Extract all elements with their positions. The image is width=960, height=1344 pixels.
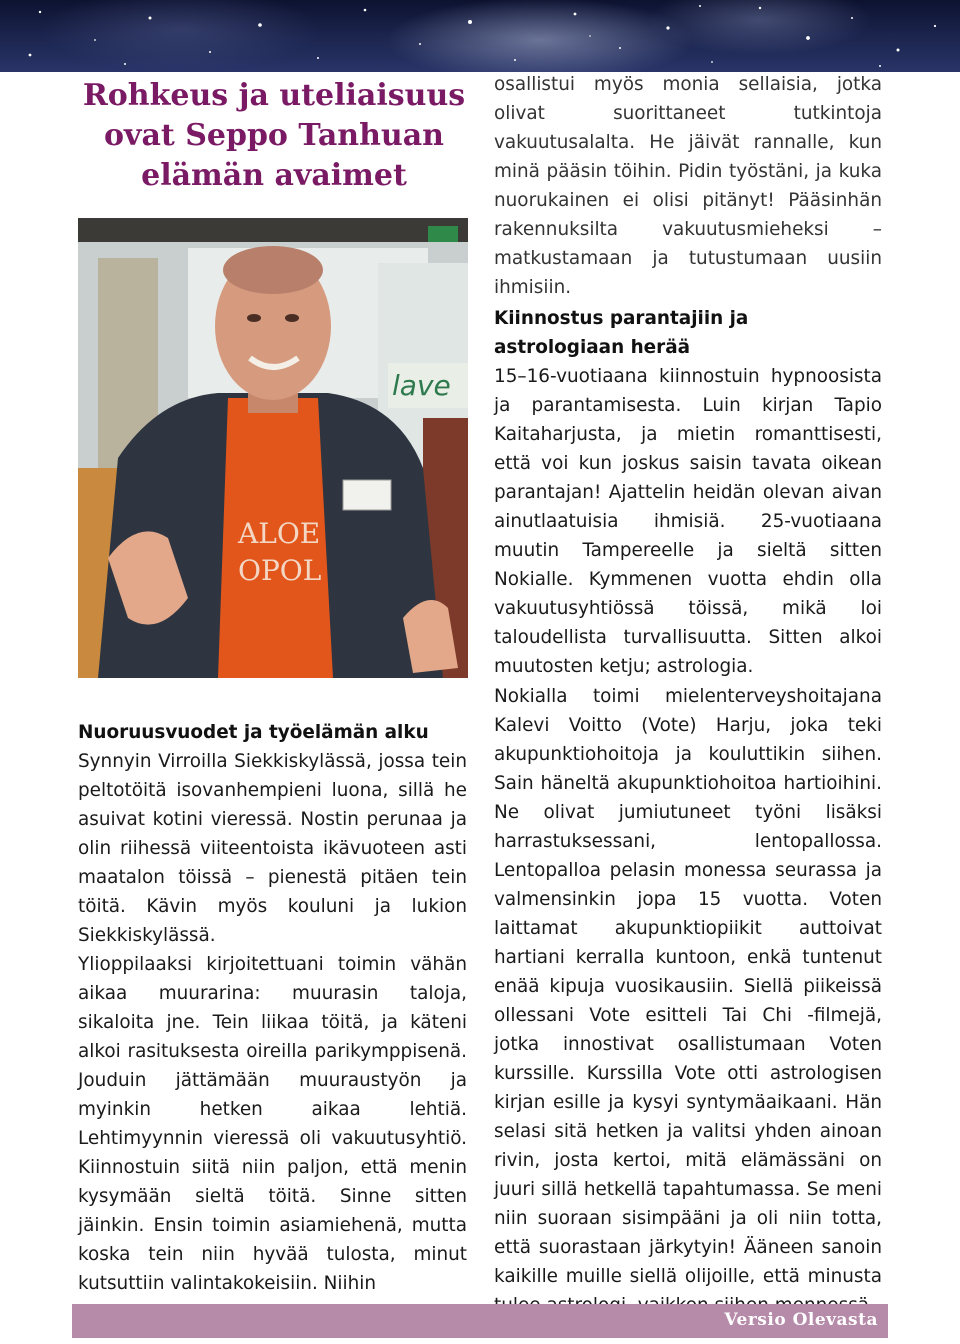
section-youth-column (78, 718, 467, 1298)
footer-label: Versio Olevasta (724, 1310, 878, 1330)
shirt-text-1: ALOE (238, 517, 321, 550)
paragraph: Ylioppilaaksi kirjoitettuani toimin vähän aikaa muurarina: muurasin taloja, sikaloita jne. Tein liikaa töitä, ja käteni alkoi rasituksesta oireilla parikymppisenä. Jouduin jättämään muuraustyön ja myinkin hetken aikaa lehtiä. Lehtimyynnin vieressä oli vakuutusyhtiö. Kiinnostuin siitä niin paljon, että menin kysymään sieltä töitä. Sinne sitten jäinkin. Ensin toimin asiamiehenä, mutta koska tein niin hyvää tulosta, minut kutsuttiin valintakokeisiin. Niihin (78, 954, 467, 1294)
section-heading: Kiinnostus parantajiin ja astrologiaan herää (494, 308, 749, 358)
continued-column-top (494, 70, 882, 302)
title-line-3: elämän avaimet (141, 158, 407, 193)
title-line-1: Rohkeus ja uteliaisuus (82, 78, 466, 113)
paragraph: Nokialla toimi mielenterveyshoitajana Kalevi Voitto (Vote) Harju, joka teki akupunktiohoitoja ja kouluttikin siihen. Sain häneltä akupunktiohoitoa hartioihini. Ne olivat jumiutuneet työni lisäksi harrastuksessani, lentopallossa. Lentopalloa pelasin monessa seurassa ja valmensinkin jopa 15 vuotta. Voten laittamat akupunktiopiikit auttoivat hartiani kerralla kuntoon, enkä tuntenut enää kipuja vuosikausiin. Siellä piikeissä ollessani Vote esitteli Tai Chi -filmejä, jotka innostivat osallistumaan Voten kurssille. Kurssilla Vote otti astrologisen kirjan esille ja kysyi syntymäaikaani. Hän selasi sitä hetken ja valitsi yhden ainoan rivin, josta kertoi, mitä elämässäni on juuri sillä hetkellä tapahtumassa. Se meni niin suoraan sisimpääni ja oli niin totta, että suorastaan järkytyin! Ääneen sanoin kaikille muille siellä olijoille, että minusta (494, 686, 882, 1287)
booth-sign-text: lave (392, 369, 451, 402)
portrait-photo (78, 218, 468, 678)
paragraph: osallistui myös monia sellaisia, jotka olivat suorittaneet tutkintoja vakuutusalalta. He jäivät rannalle, kun minä pääsin töihin. Pidin työstäni, ja kuka nuorukainen ei olisi pitänyt! Pääsinhän rakennuksilta vakuutusmieheksi – matkustamaan ja tutustumaan uusiin ihmisiin. (494, 74, 882, 298)
starfield-banner (0, 0, 960, 72)
paragraph: 15–16-vuotiaana kiinnostuin hypnoosista ja parantamisesta. Luin kirjan Tapio Kaitaharjusta, ja mietin romanttisesti, että voi kun joskus saisin tavata oikean parantajan! Ajattelin heidän olevan aivan ainutlaatuisia ihmisiä. 25-vuotiaana muutin Tampereelle ja sieltä sitten Nokialle. Kymmenen vuotta ehdin olla vakuutusyhtiössä töissä, mikä loi taloudellista turvallisuutta. Sitten alkoi muutosten ketju; astrologia. (494, 366, 882, 677)
article-title (78, 76, 470, 196)
section-astrology-column (494, 304, 882, 681)
stars-decoration (0, 0, 960, 72)
paragraph: Synnyin Virroilla Siekkiskylässä, jossa tein peltotöitä isovanhempieni luona, sillä he asuivat kotini vieressä. Nostin perunaa ja olin riihessä viiteentoista ikävuoteen asti maatalon töissä – pienestä pitäen tein töitä. Kävin myös kouluni ja lukion Siekkiskylässä. (78, 751, 467, 946)
portrait-illustration (78, 218, 468, 678)
section-heading: Nuoruusvuodet ja työelämän alku (78, 722, 429, 743)
section-astrology-column-continued (494, 682, 882, 1320)
shirt-text-2: OPOL (238, 554, 322, 587)
title-line-2: ovat Seppo Tanhuan (104, 118, 444, 153)
footer-bar (72, 1304, 888, 1338)
